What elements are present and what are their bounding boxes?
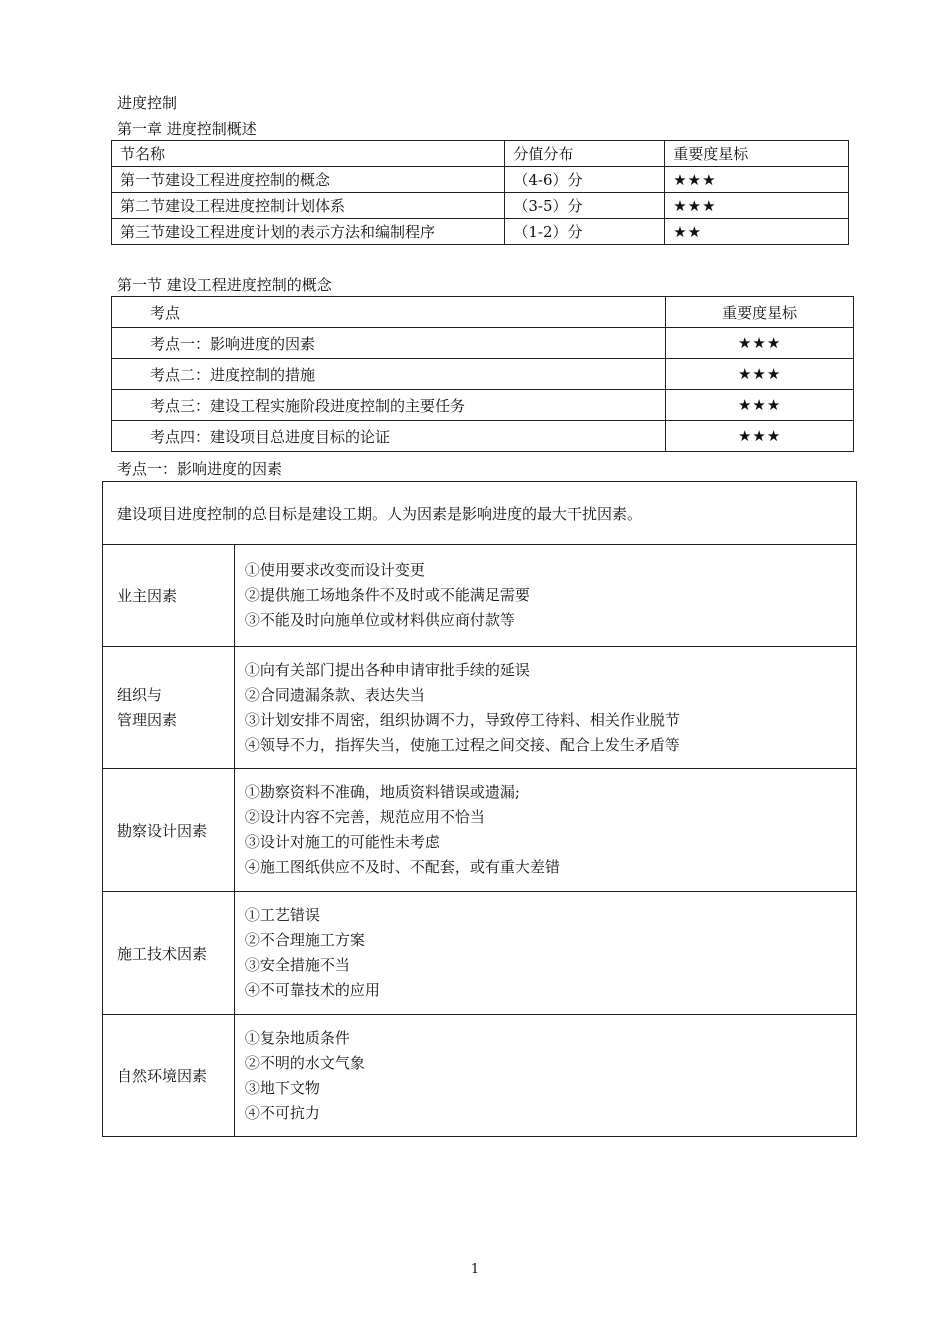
factor-items — [234, 1015, 856, 1137]
section-name: 第二节建设工程进度控制计划体系 — [112, 193, 505, 219]
factor-label-line: 业主因素 — [117, 587, 178, 605]
table-header-row — [112, 297, 854, 328]
factor-label — [103, 647, 235, 769]
table-row — [112, 390, 854, 421]
importance-stars: ★★ — [665, 219, 849, 245]
score-range: （1-2）分 — [505, 219, 665, 245]
table-row — [103, 1015, 857, 1137]
intro-text: 建设项目进度控制的总目标是建设工期。人为因素是影响进度的最大干扰因素。 — [103, 482, 857, 545]
point1-title: 考点一：影响进度的因素 — [117, 460, 283, 478]
factor-label — [103, 545, 235, 647]
factors-table — [102, 481, 857, 1137]
factor-items — [234, 647, 856, 769]
point-name: 考点三：建设工程实施阶段进度控制的主要任务 — [112, 390, 666, 421]
table-header-row — [112, 141, 849, 167]
section1-title: 第一节 建设工程进度控制的概念 — [117, 276, 332, 294]
score-range: （3-5）分 — [505, 193, 665, 219]
header-cell: 节名称 — [112, 141, 505, 167]
table-row — [103, 647, 857, 769]
page-number: 1 — [470, 1262, 480, 1277]
table-row — [112, 421, 854, 452]
section-name: 第一节建设工程进度控制的概念 — [112, 167, 505, 193]
factor-item: ②合同遗漏条款、表达失当 — [244, 685, 425, 704]
factor-item: ①工艺错误 — [244, 906, 320, 924]
factor-item: ③设计对施工的可能性未考虑 — [244, 833, 440, 851]
table-row — [103, 769, 857, 892]
importance-stars: ★★★ — [665, 167, 849, 193]
factor-item: ②不合理施工方案 — [244, 931, 365, 949]
factor-item: ②不明的水文气象 — [244, 1053, 365, 1072]
table-row — [112, 193, 849, 219]
intro-row — [103, 482, 857, 545]
factor-item: ①复杂地质条件 — [244, 1028, 350, 1047]
factor-label-line: 勘察设计因素 — [117, 821, 208, 840]
factor-item: ④施工图纸供应不及时、不配套，或有重大差错 — [244, 858, 560, 876]
factor-label — [103, 769, 235, 892]
factor-item: ④不可靠技术的应用 — [244, 981, 380, 999]
table-row — [103, 892, 857, 1015]
factor-item: ①勘察资料不准确，地质资料错误或遗漏; — [244, 783, 520, 801]
factor-item: ③不能及时向施单位或材料供应商付款等 — [244, 611, 515, 629]
factor-item: ③计划安排不周密，组织协调不力，导致停工待料、相关作业脱节 — [244, 710, 680, 729]
table-row — [112, 167, 849, 193]
header-cell: 重要度星标 — [665, 141, 849, 167]
header-cell: 分值分布 — [505, 141, 665, 167]
factor-label — [103, 892, 235, 1015]
table-row — [112, 219, 849, 245]
factor-item: ④不可抗力 — [244, 1103, 320, 1122]
importance-stars: ★★★ — [665, 193, 849, 219]
factor-item: ③安全措施不当 — [244, 956, 350, 974]
chapter-title: 第一章 进度控制概述 — [117, 120, 257, 138]
factor-item: ②设计内容不完善，规范应用不恰当 — [244, 808, 485, 826]
factor-items — [234, 769, 856, 892]
importance-stars: ★★★ — [666, 390, 854, 421]
points-table — [111, 296, 854, 452]
importance-stars: ★★★ — [666, 359, 854, 390]
factor-item: ①向有关部门提出各种申请审批手续的延误 — [244, 660, 530, 679]
table-row — [103, 545, 857, 647]
section-name: 第三节建设工程进度计划的表示方法和编制程序 — [112, 219, 505, 245]
header-cell: 重要度星标 — [666, 297, 854, 328]
factor-label — [103, 1015, 235, 1137]
score-range: （4-6）分 — [505, 167, 665, 193]
importance-stars: ★★★ — [666, 421, 854, 452]
factor-label-line: 管理因素 — [117, 710, 178, 729]
factor-label-line: 自然环境因素 — [117, 1067, 208, 1085]
factor-item: ②提供施工场地条件不及时或不能满足需要 — [244, 586, 530, 604]
table-row — [112, 328, 854, 359]
factor-items — [234, 892, 856, 1015]
point-name: 考点二：进度控制的措施 — [112, 359, 666, 390]
header-cell: 考点 — [112, 297, 666, 328]
point-name: 考点四：建设项目总进度目标的论证 — [112, 421, 666, 452]
factor-label-line: 组织与 — [117, 685, 163, 704]
factor-item: ③地下文物 — [244, 1078, 320, 1097]
factor-item: ④领导不力，指挥失当，使施工过程之间交接、配合上发生矛盾等 — [244, 735, 680, 754]
point-name: 考点一：影响进度的因素 — [112, 328, 666, 359]
factor-label-line: 施工技术因素 — [117, 944, 208, 963]
factor-items — [234, 545, 856, 647]
importance-stars: ★★★ — [666, 328, 854, 359]
doc-title: 进度控制 — [117, 94, 178, 112]
overview-table — [111, 140, 849, 245]
factor-item: ①使用要求改变而设计变更 — [244, 561, 425, 579]
table-row — [112, 359, 854, 390]
